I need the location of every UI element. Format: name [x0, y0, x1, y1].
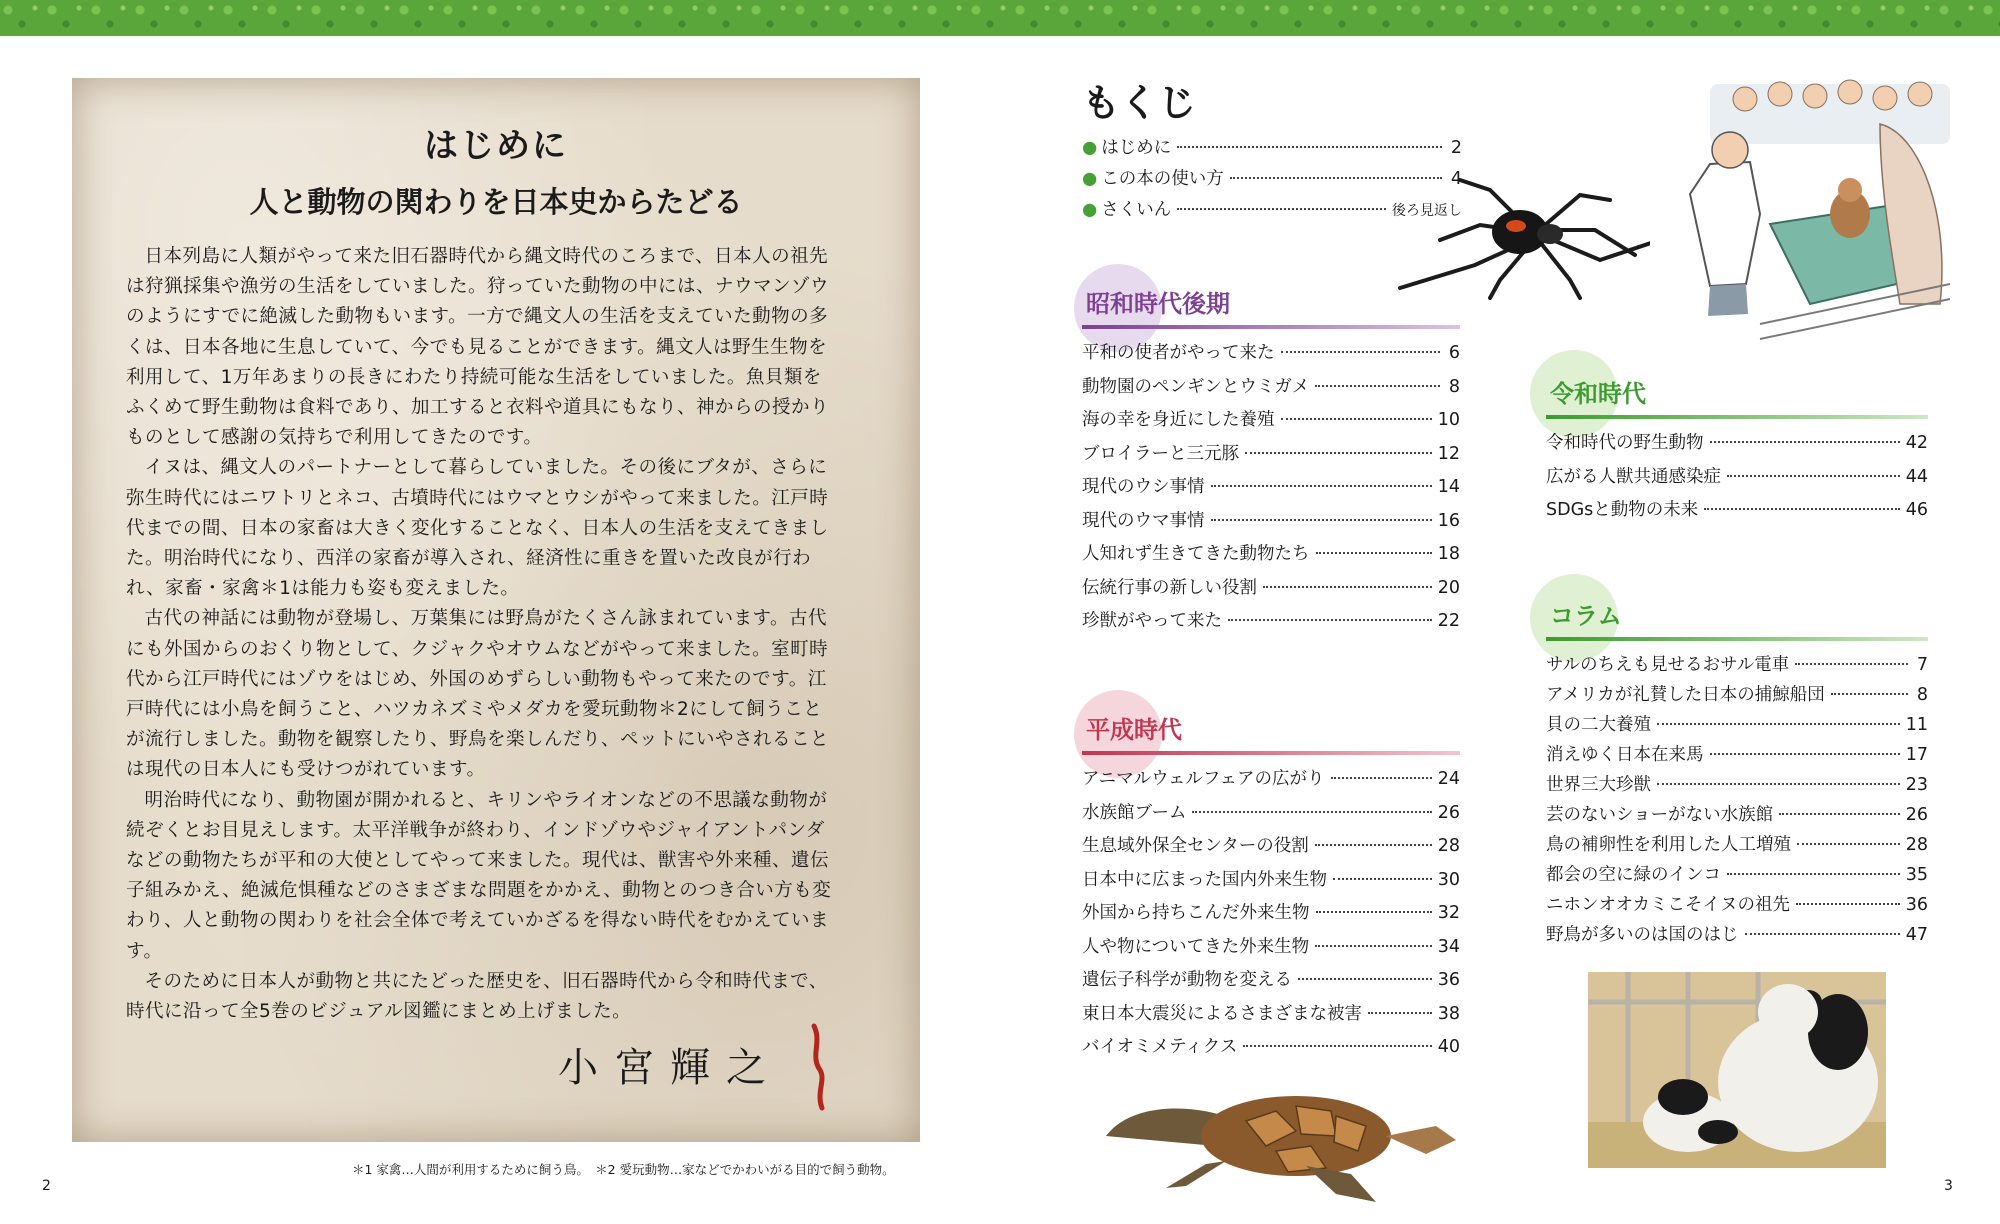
section-column	[1546, 596, 1928, 951]
section-title: 平成時代	[1086, 716, 1182, 744]
toc-item-page: 32	[1437, 903, 1460, 923]
toc-item-page: 44	[1905, 466, 1928, 487]
toc-item-page: 26	[1905, 805, 1928, 825]
toc-item-label: 鳥の補卵性を利用した人工増殖	[1546, 835, 1791, 855]
toc-item[interactable]	[1082, 339, 1460, 373]
dot-leader	[1298, 978, 1432, 980]
page-number-left: 2	[42, 1178, 51, 1194]
panda-photo	[1588, 972, 1886, 1168]
toc-item[interactable]	[1546, 891, 1928, 921]
toc-item[interactable]	[1082, 540, 1460, 574]
toc-item-label: 水族館ブーム	[1082, 802, 1187, 823]
toc-item[interactable]	[1082, 574, 1460, 608]
toc-item[interactable]	[1546, 651, 1928, 681]
toc-item-label: 日本中に広まった国内外来生物	[1082, 869, 1327, 890]
dot-leader	[1795, 663, 1908, 665]
page-number-right: 3	[1944, 1178, 1953, 1194]
dot-leader	[1211, 519, 1432, 521]
toc-item-label: 都会の空に緑のインコ	[1546, 865, 1721, 885]
toc-item-label: 伝統行事の新しい役割	[1082, 577, 1257, 598]
toc-item[interactable]	[1546, 831, 1928, 861]
toc-item[interactable]	[1082, 134, 1462, 165]
toc-item[interactable]	[1546, 861, 1928, 891]
spider-illustration	[1380, 170, 1670, 300]
toc-item[interactable]	[1082, 866, 1460, 900]
toc-item[interactable]	[1082, 507, 1460, 541]
dot-leader	[1333, 878, 1432, 880]
toc-item[interactable]	[1082, 473, 1460, 507]
toc-item-label: 消えゆく日本在来馬	[1546, 745, 1704, 765]
intro-paragraph: 古代の神話には動物が登場し、万葉集には野鳥がたくさん詠まれています。古代にも外国からのおくり物として、クジャクやオウムなどがやって来ました。室町時代から江戸時代にはゾウをはじめ、外国のめずらしい動物もやって来たのです。江戸時代には小鳥を飼うこと、ハツカネズミやメダカを愛玩動物＊2にして飼うことが流行しました。動物を観察したり、野鳥を楽しんだり、ペットにいやされることは現代の日本人にも受けつがれています。	[126, 608, 830, 781]
dot-leader	[1704, 508, 1899, 510]
dot-leader	[1315, 945, 1432, 947]
toc-item-label: サルのちえも見せるおサル電車	[1546, 655, 1790, 675]
toc-item-page: 36	[1905, 895, 1928, 915]
toc-item[interactable]	[1546, 463, 1928, 497]
dot-leader	[1315, 385, 1440, 387]
toc-item[interactable]	[1546, 681, 1928, 711]
dot-leader	[1243, 1045, 1431, 1047]
dot-leader	[1281, 351, 1441, 353]
toc-item-label: 世界三大珍獣	[1546, 775, 1651, 795]
toc-item-label: アメリカが礼賛した日本の捕鯨船団	[1546, 685, 1825, 705]
toc-item-label: SDGsと動物の未来	[1546, 500, 1699, 520]
toc-item-label: 令和時代の野生動物	[1546, 433, 1704, 453]
intro-paragraph: 明治時代になり、動物園が開かれると、キリンやライオンなどの不思議な動物が続ぞくとお目見えします。太平洋戦争が終わり、インドゾウやジャイアントパンダなどの動物たちが平和の大使としてやって来ました。現代は、獣害や外来種、遺伝子組みかえ、絶滅危惧種などのさまざまな問題をかかえ、動物とのつき合い方も変わり、人と動物の関わりを社会全体で考えていかざるを得ない時代をむかえています。	[126, 789, 832, 962]
dot-leader	[1745, 933, 1900, 935]
toc-item-page: 8	[1916, 685, 1928, 705]
section-rule	[1082, 325, 1460, 329]
toc-item-label: この本の使い方	[1101, 169, 1224, 189]
dot-leader	[1779, 813, 1900, 815]
toc-item[interactable]	[1082, 832, 1460, 866]
dot-leader	[1245, 452, 1432, 454]
toc-item-label: 野鳥が多いのは国のはじ	[1546, 925, 1739, 945]
toc-title: もくじ	[1082, 81, 1197, 125]
toc-item[interactable]	[1082, 799, 1460, 833]
bullet-icon: ●	[1082, 200, 1098, 220]
toc-item-label: 平和の使者がやって来た	[1082, 343, 1275, 363]
bullet-icon: ●	[1082, 169, 1098, 189]
toc-item-label: 現代のウマ事情	[1082, 510, 1205, 531]
toc-item[interactable]	[1546, 711, 1928, 741]
toc-item-label: 遺伝子科学が動物を変える	[1082, 970, 1292, 990]
toc-item[interactable]	[1546, 921, 1928, 951]
toc-item[interactable]	[1082, 933, 1460, 967]
toc-item-page: 24	[1437, 769, 1460, 789]
toc-item-page: 4	[1450, 169, 1462, 189]
toc-item-page: 17	[1905, 745, 1928, 765]
toc-item-page: 46	[1905, 500, 1928, 520]
dot-leader	[1797, 843, 1900, 845]
toc-item-page: 42	[1905, 433, 1928, 453]
signature-flourish	[806, 1022, 828, 1112]
toc-item-label: 貝の二大養殖	[1546, 715, 1651, 735]
dot-leader	[1831, 693, 1908, 695]
toc-item-page: 後ろ見返し	[1392, 203, 1462, 219]
dot-leader	[1710, 441, 1900, 443]
toc-item-label: 海の幸を身近にした養殖	[1082, 410, 1275, 430]
toc-item[interactable]	[1082, 373, 1460, 407]
toc-item-label: ニホンオオカミこそイヌの祖先	[1546, 895, 1790, 915]
toc-item-page: 30	[1437, 869, 1460, 890]
section-title: 昭和時代後期	[1086, 290, 1230, 318]
toc-item-page: 36	[1437, 970, 1460, 990]
intro-paragraph: イヌは、縄文人のパートナーとして暮らしていました。その後にブタが、さらに弥生時代にはニワトリとネコ、古墳時代にはウマとウシがやって来ました。江戸時代までの間、日本の家畜は大きく変化することなく、日本人の生活を支えてきました。明治時代になり、西洋の家畜が導入され、経済性に重きを置いた改良が行われ、家畜・家禽＊1は能力も姿も変えました。	[126, 457, 829, 600]
toc-item-label: 生息域外保全センターの役割	[1082, 836, 1309, 856]
toc-item-label: 珍獣がやって来た	[1082, 611, 1222, 631]
toc-item-label: 外国から持ちこんだ外来生物	[1082, 903, 1310, 923]
toc-item[interactable]	[1082, 1000, 1460, 1034]
section-items	[1546, 651, 1928, 951]
monkey-train-illustration	[1650, 64, 1958, 354]
intro-paragraph: そのために日本人が動物と共にたどった歴史を、旧石器時代から令和時代まで、時代に沿って全5巻のビジュアル図鑑にまとめ上げました。	[126, 970, 828, 1023]
toc-item-page: 11	[1905, 715, 1928, 735]
dot-leader	[1727, 475, 1900, 477]
toc-item-page: 22	[1437, 611, 1460, 631]
section-rule	[1546, 637, 1928, 641]
section-rule	[1546, 415, 1928, 419]
intro-body	[126, 242, 836, 1027]
dot-leader	[1316, 552, 1432, 554]
intro-subtitle: 人と動物の関わりを日本史からたどる	[249, 185, 743, 219]
toc-item-label: 人や物についてきた外来生物	[1082, 936, 1310, 957]
toc-item[interactable]	[1082, 440, 1460, 474]
section-heisei	[1082, 710, 1460, 1067]
toc-item[interactable]	[1082, 899, 1460, 933]
toc-item[interactable]	[1546, 496, 1928, 530]
toc-item-label: 現代のウシ事情	[1082, 477, 1205, 497]
toc-item-page: 35	[1905, 865, 1928, 885]
toc-item-label: さくいん	[1101, 200, 1172, 220]
toc-item[interactable]	[1546, 429, 1928, 463]
dot-leader	[1263, 586, 1432, 588]
toc-item-page: 28	[1437, 836, 1460, 856]
sea-turtle-illustration	[1096, 1076, 1464, 1204]
toc-item-label: 芸のないショーがない水族館	[1546, 805, 1774, 825]
footnote: ＊1 家禽…人間が利用するために飼う鳥。 ＊2 愛玩動物…家などでかわいがる目的で飼う動物。	[352, 1162, 895, 1177]
toc-item-page: 6	[1448, 343, 1460, 363]
toc-item-page: 12	[1437, 443, 1460, 464]
dot-leader	[1796, 903, 1900, 905]
section-reiwa	[1546, 374, 1928, 530]
dot-leader	[1315, 844, 1432, 846]
toc-item[interactable]	[1546, 741, 1928, 771]
dot-leader	[1331, 777, 1432, 779]
author-signature: 小宮輝之	[558, 1045, 782, 1091]
section-rule	[1082, 751, 1460, 755]
toc-item-label: 東日本大震災によるさまざまな被害	[1082, 1003, 1362, 1024]
section-showa	[1082, 284, 1460, 641]
toc-item-page: 47	[1905, 925, 1928, 945]
toc-item-page: 28	[1905, 835, 1928, 855]
toc-item[interactable]	[1082, 406, 1460, 440]
dot-leader	[1657, 783, 1900, 785]
green-header-band	[0, 0, 2000, 36]
toc-item[interactable]	[1082, 765, 1460, 799]
dot-leader	[1228, 619, 1432, 621]
toc-item-page: 26	[1437, 802, 1460, 823]
toc-item-label: 人知れず生きてきた動物たち	[1082, 544, 1310, 564]
dot-leader	[1368, 1012, 1432, 1014]
section-title: 令和時代	[1550, 380, 1646, 408]
toc-item[interactable]	[1082, 1033, 1460, 1067]
toc-item-label: 動物園のペンギンとウミガメ	[1082, 376, 1310, 397]
dot-leader	[1727, 873, 1900, 875]
toc-item-page: 40	[1437, 1037, 1460, 1057]
toc-item-label: アニマルウェルフェアの広がり	[1082, 769, 1325, 789]
toc-item[interactable]	[1082, 966, 1460, 1000]
toc-item-page: 23	[1905, 775, 1928, 795]
dot-leader	[1177, 208, 1386, 210]
toc-item-label: ブロイラーと三元豚	[1082, 443, 1239, 464]
toc-item-page: 14	[1437, 477, 1460, 497]
toc-item-label: 広がる人獣共通感染症	[1546, 466, 1721, 487]
dot-leader	[1211, 485, 1432, 487]
section-items	[1546, 429, 1928, 530]
toc-item-page: 20	[1437, 577, 1460, 598]
toc-item-label: バイオミメティクス	[1082, 1037, 1238, 1057]
toc-item-page: 34	[1437, 936, 1460, 957]
bullet-icon: ●	[1082, 138, 1098, 158]
section-items	[1082, 765, 1460, 1067]
toc-item-page: 16	[1437, 510, 1460, 531]
toc-item-page: 7	[1916, 655, 1928, 675]
dot-leader	[1192, 811, 1431, 813]
toc-item-page: 2	[1450, 138, 1462, 158]
dot-leader	[1281, 418, 1432, 420]
dot-leader	[1710, 753, 1900, 755]
toc-item-label: はじめに	[1101, 138, 1172, 158]
toc-item[interactable]	[1546, 771, 1928, 801]
dot-leader	[1177, 146, 1442, 148]
toc-item-page: 8	[1448, 376, 1460, 397]
toc-item[interactable]	[1082, 607, 1460, 641]
dot-leader	[1316, 911, 1432, 913]
section-title: コラム	[1550, 602, 1622, 630]
toc-item-page: 18	[1437, 544, 1460, 564]
section-items	[1082, 339, 1460, 641]
toc-item[interactable]	[1546, 801, 1928, 831]
toc-item-page: 10	[1437, 410, 1460, 430]
toc-item-page: 38	[1437, 1003, 1460, 1024]
intro-paragraph: 日本列島に人類がやって来た旧石器時代から縄文時代のころまで、日本人の祖先は狩猟採集や漁労の生活をしていました。狩っていた動物の中には、ナウマンゾウのようにすでに絶滅した動物もいます。一方で縄文人の生活を支えていた動物の多くは、日本各地に生息していて、今でも見ることができます。縄文人は野生生物を利用して、1万年あまりの長きにわたり持続可能な生活をしていました。魚貝類をふくめて野生動物は食料であり、加工すると衣料や道具にもなり、神からの授かりものとして感謝の気持ちで利用してきたのです。	[126, 246, 830, 449]
dot-leader	[1657, 723, 1900, 725]
intro-title: はじめに	[424, 126, 568, 166]
